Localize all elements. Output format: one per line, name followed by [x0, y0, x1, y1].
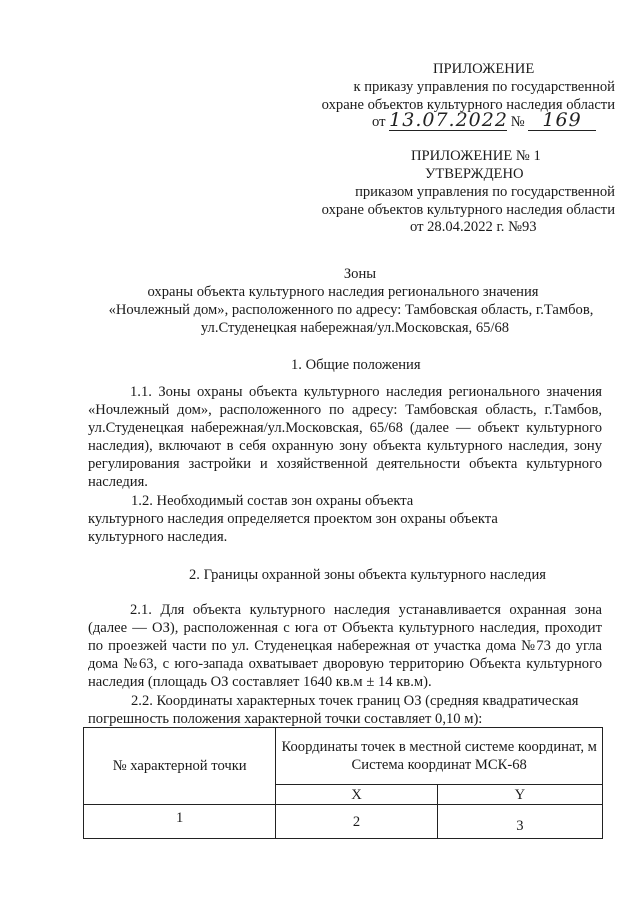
section2-p1-text: 2.1. Для объекта культурного наследия устанавливается охранная зона (далее — ОЗ), расположенная с юга от Объекта культурного наследия, проходит по проезжей части по ул. Студенецкая набережная от участка дома №73 до угла дома №63, с юго-запада охватывает дворовую территорию Объекта культурного наследия (площадь ОЗ составляет 1640 кв.м ± 14 кв.м).	[88, 602, 602, 690]
approval-line2: охране объектов культурного наследия области	[321, 202, 615, 218]
document-title-line4: ул.Студенецкая набережная/ул.Московская, 65/68	[200, 320, 510, 336]
approval-approved: УТВЕРЖДЕНО	[425, 166, 524, 182]
appendix-line1: к приказу управления по государственной	[353, 79, 615, 95]
point-number-header: № характерной точки	[84, 728, 276, 805]
appendix-line2: охране объектов культурного наследия области	[321, 97, 615, 113]
section1-heading: 1. Общие положения	[291, 357, 421, 373]
approval-line1: приказом управления по государственной	[355, 184, 615, 200]
coordinates-table	[83, 727, 603, 839]
row1-cell1: 1	[84, 805, 276, 839]
table-header-row	[84, 728, 603, 785]
date-prefix: от	[372, 114, 386, 130]
handwritten-number: 169	[542, 109, 582, 131]
section1-p2-line2: культурного наследия определяется проектом зон охраны объекта	[88, 511, 498, 527]
row1-cell3: 3	[437, 805, 602, 839]
y-header: Y	[437, 785, 602, 805]
section1-p2-line1: 1.2. Необходимый состав зон охраны объекта	[131, 493, 414, 509]
section2-paragraph-1	[88, 601, 602, 691]
section2-p2-line1: 2.2. Координаты характерных точек границ ОЗ (средняя квадратическая	[131, 693, 579, 709]
approval-line3: от 28.04.2022 г. №93	[410, 219, 537, 235]
coordinates-header	[276, 728, 603, 785]
section2-p2-line2: погрешность положения характерной точки составляет 0,10 м):	[88, 711, 483, 727]
section1-p2-line3: культурного наследия.	[88, 529, 228, 545]
appendix-date-line	[372, 109, 596, 131]
number-prefix: №	[510, 114, 525, 130]
appendix-title: ПРИЛОЖЕНИЕ	[433, 61, 535, 77]
section2-heading: 2. Границы охранной зоны объекта культурного наследия	[189, 567, 547, 583]
document-title-line3: «Ночлежный дом», расположенного по адресу: Тамбовская область, г.Тамбов,	[108, 302, 594, 318]
approval-title: ПРИЛОЖЕНИЕ № 1	[411, 148, 541, 164]
handwritten-date-field	[389, 109, 508, 131]
document-title-line1: Зоны	[343, 266, 377, 282]
coordinates-header-line2: Система координат МСК-68	[351, 757, 527, 773]
row1-cell2: 2	[276, 805, 437, 839]
x-header: X	[276, 785, 437, 805]
section1-paragraph-1	[88, 383, 602, 491]
handwritten-date: 13.07.2022	[389, 109, 508, 131]
document-title-line2: охраны объекта культурного наследия регионального значения	[147, 284, 539, 300]
handwritten-number-field	[528, 109, 596, 131]
section1-p1-text: 1.1. Зоны охраны объекта культурного наследия регионального значения «Ночлежный дом», расположенного по адресу: Тамбовская область, г.Тамбов, ул.Студенецкая набережная/ул.Московская, 65/68 (далее — объект культурного наследия), включают в себя охранную зону объекта культурного наследия, зону регулирования застройки и хозяйственной деятельности объекта культурного наследия.	[88, 384, 602, 490]
coordinates-header-line1: Координаты точек в местной системе координат, м	[281, 739, 597, 755]
table-row	[84, 805, 603, 839]
